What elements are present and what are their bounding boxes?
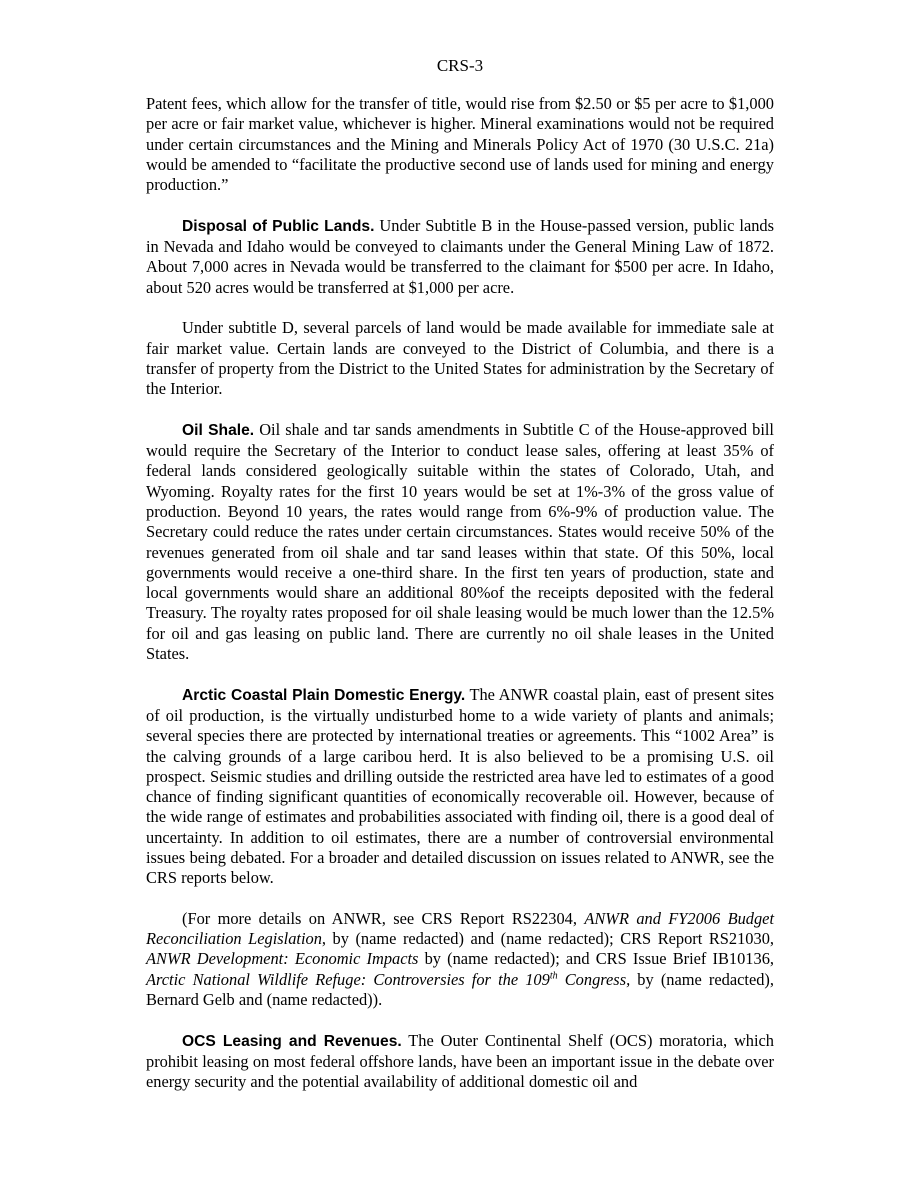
paragraph-patent-fees: Patent fees, which allow for the transfer of title, would rise from $2.50 or $5 per acre to $1,000 per acre or fair market value, whichever is higher. Mineral examinations would not be required under certain circumstances and the Mining and Minerals Policy Act of 1970 (30 U.S.C. 21a) would be amended to “facilitate the productive second use of lands used for mining and energy production.” xyxy=(146,94,774,195)
paragraph-text: The ANWR coastal plain, east of present sites of oil production, is the virtually undisturbed home to a wide variety of plants and animals; several species there are protected by international treaties or agreements. This “1002 Area” is the calving grounds of a large caribou herd. It is also believed to be a promising U.S. oil prospect. Seismic studies and drilling outside the restricted area have led to estimates of a good chance of finding significant quantities of economically recoverable oil. However, because of the wide range of estimates and probabilities associated with finding oil, there is a good deal of uncertainty. In addition to oil estimates, there are a number of controversial environmental issues being debated. For a broader and detailed discussion on issues related to ANWR, see the CRS reports below. xyxy=(146,684,775,888)
reference-text: (For more details on ANWR, see CRS Report RS22304, xyxy=(182,908,585,928)
paragraph-anwr-references xyxy=(146,909,774,1010)
reference-text: by (name redacted); and CRS Issue Brief IB10136, xyxy=(418,949,774,969)
report-title: ANWR Development: Economic Impacts xyxy=(146,949,419,969)
section-heading-disposal: Disposal of Public Lands. xyxy=(182,217,375,235)
section-heading-ocs: OCS Leasing and Revenues. xyxy=(182,1032,402,1050)
report-title: Arctic National Wildlife Refuge: Controversies for the 109 xyxy=(146,969,550,989)
paragraph-text: The Outer Continental Shelf (OCS) moratoria, which prohibit leasing on most federal offshore lands, have been an important issue in the debate over energy security and the potential availability of additional domestic oil and xyxy=(146,1030,774,1092)
paragraph-ocs-leasing xyxy=(146,1031,774,1093)
report-title: ANWR and FY2006 Budget Reconciliation Legislation xyxy=(146,908,774,949)
reference-text: by (name redacted), Bernard Gelb and (name redacted)). xyxy=(146,969,774,1010)
ordinal-suffix: th xyxy=(549,970,558,982)
paragraph-text: Under Subtitle B in the House-passed version, public lands in Nevada and Idaho would be conveyed to claimants under the General Mining Law of 1872. About 7,000 acres in Nevada would be transferred to the claimant for $500 per acre. In Idaho, about 520 acres would be transferred at $1,000 per acre. xyxy=(146,215,774,297)
paragraph-text: Oil shale and tar sands amendments in Subtitle C of the House-approved bill would require the Secretary of the Interior to conduct lease sales, offering at least 35% of federal lands considered geologically suitable within the states of Colorado, Utah, and Wyoming. Royalty rates for the first 10 years would be set at 1%-3% of the gross value of production. Beyond 10 years, the rates would range from 6%-9% of production value. The Secretary could reduce the rates under certain circumstances. States would receive 50% of the revenues generated from oil shale and tar sand leases within that state. Of this 50%, local governments would receive a one-third share. In the first ten years of production, state and local governments would share an additional 80%of the receipts deposited with the federal Treasury. The royalty rates proposed for oil shale leasing would be much lower than the 12.5% for oil and gas leasing on public land. There are currently no oil shale leases in the United States. xyxy=(146,419,774,664)
reference-text: , by (name redacted) and (name redacted); CRS Report RS21030, xyxy=(321,929,774,949)
report-title: Congress, xyxy=(557,969,631,989)
paragraph-arctic-coastal-plain xyxy=(146,685,774,889)
page-number: CRS-3 xyxy=(436,56,484,75)
paragraph-disposal-public-lands xyxy=(146,216,774,298)
paragraph-subtitle-d: Under subtitle D, several parcels of land would be made available for immediate sale at fair market value. Certain lands are conveyed to the District of Columbia, and there is a transfer of property from the District to the United States for administration by the Secretary of the Interior. xyxy=(146,318,774,399)
document-body xyxy=(146,94,774,1113)
paragraph-oil-shale xyxy=(146,420,774,665)
section-heading-arctic: Arctic Coastal Plain Domestic Energy. xyxy=(182,686,466,704)
section-heading-oil-shale: Oil Shale. xyxy=(182,421,255,439)
